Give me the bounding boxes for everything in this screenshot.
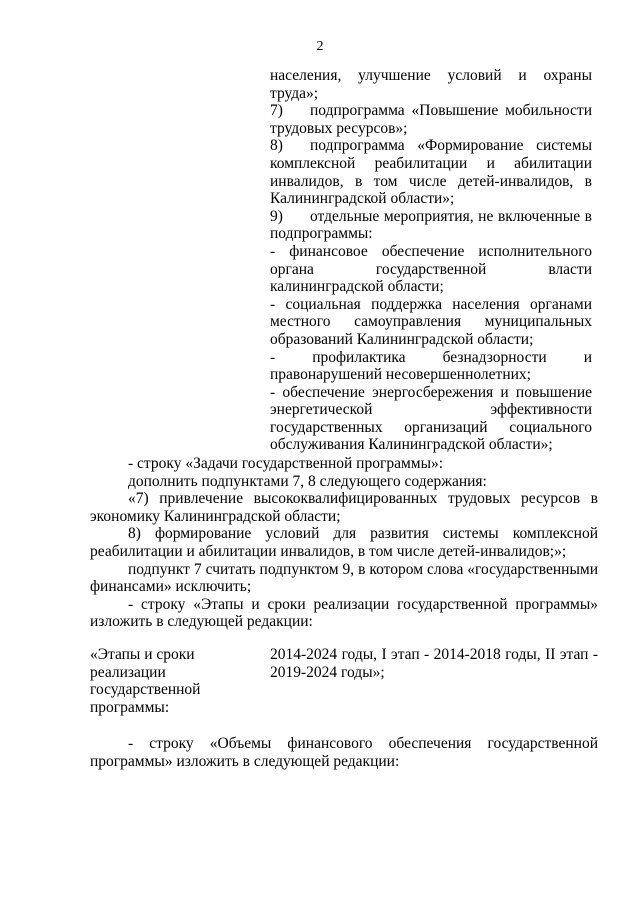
list-item: населения, улучшение условий и охраны труда»; <box>270 67 592 102</box>
subprogram-list <box>270 67 592 454</box>
amendment-text <box>90 455 598 631</box>
paragraph: 8) формирование условий для развития системы комплексной реабилитации и абилитации инвалидов, в том числе детей-инвалидов;»; <box>90 525 598 560</box>
list-item: - финансовое обеспечение исполнительного органа государственной власти калининградской области; <box>270 242 592 296</box>
list-item: 7) подпрограмма «Повышение мобильности трудовых ресурсов»; <box>270 102 592 137</box>
paragraph: «7) привлечение высококвалифицированных трудовых ресурсов в экономику Калининградской области; <box>90 490 598 525</box>
page-number: 2 <box>316 39 324 54</box>
list-item: - обеспечение энергосбережения и повышение энергетической эффективности государственных организаций социального обслуживания Калининградской области»; <box>270 383 592 454</box>
paragraph: подпункт 7 считать подпунктом 9, в котором слова «государственными финансами» исключить; <box>90 560 598 596</box>
paragraph: - строку «Объемы финансового обеспечения государственной программы» изложить в следующей редакции: <box>90 735 598 770</box>
list-item: 8) подпрограмма «Формирование системы комплексной реабилитации и абилитации инвалидов, в том числе детей-инвалидов, в Калининградской области»; <box>270 137 592 208</box>
list-item: - профилактика безнадзорности и правонарушений несовершеннолетних; <box>270 348 592 384</box>
table-label: «Этапы и сроки реализации государственной программы: <box>90 646 201 716</box>
stages-table <box>90 646 598 716</box>
list-item: - социальная поддержка населения органами местного самоуправления муниципальных образований Калининградской области; <box>270 295 592 348</box>
paragraph: - строку «Задачи государственной программы»: <box>128 455 444 472</box>
final-text <box>90 735 598 770</box>
paragraph: - строку «Этапы и сроки реализации государственной программы» изложить в следующей редакции: <box>90 595 598 631</box>
list-item: 9) отдельные мероприятия, не включенные в подпрограммы: <box>270 207 592 243</box>
paragraph: дополнить подпунктами 7, 8 следующего содержания: <box>128 472 487 490</box>
table-value: 2014-2024 годы, I этап - 2014-2018 годы, II этап - 2019-2024 годы»; <box>270 646 598 681</box>
